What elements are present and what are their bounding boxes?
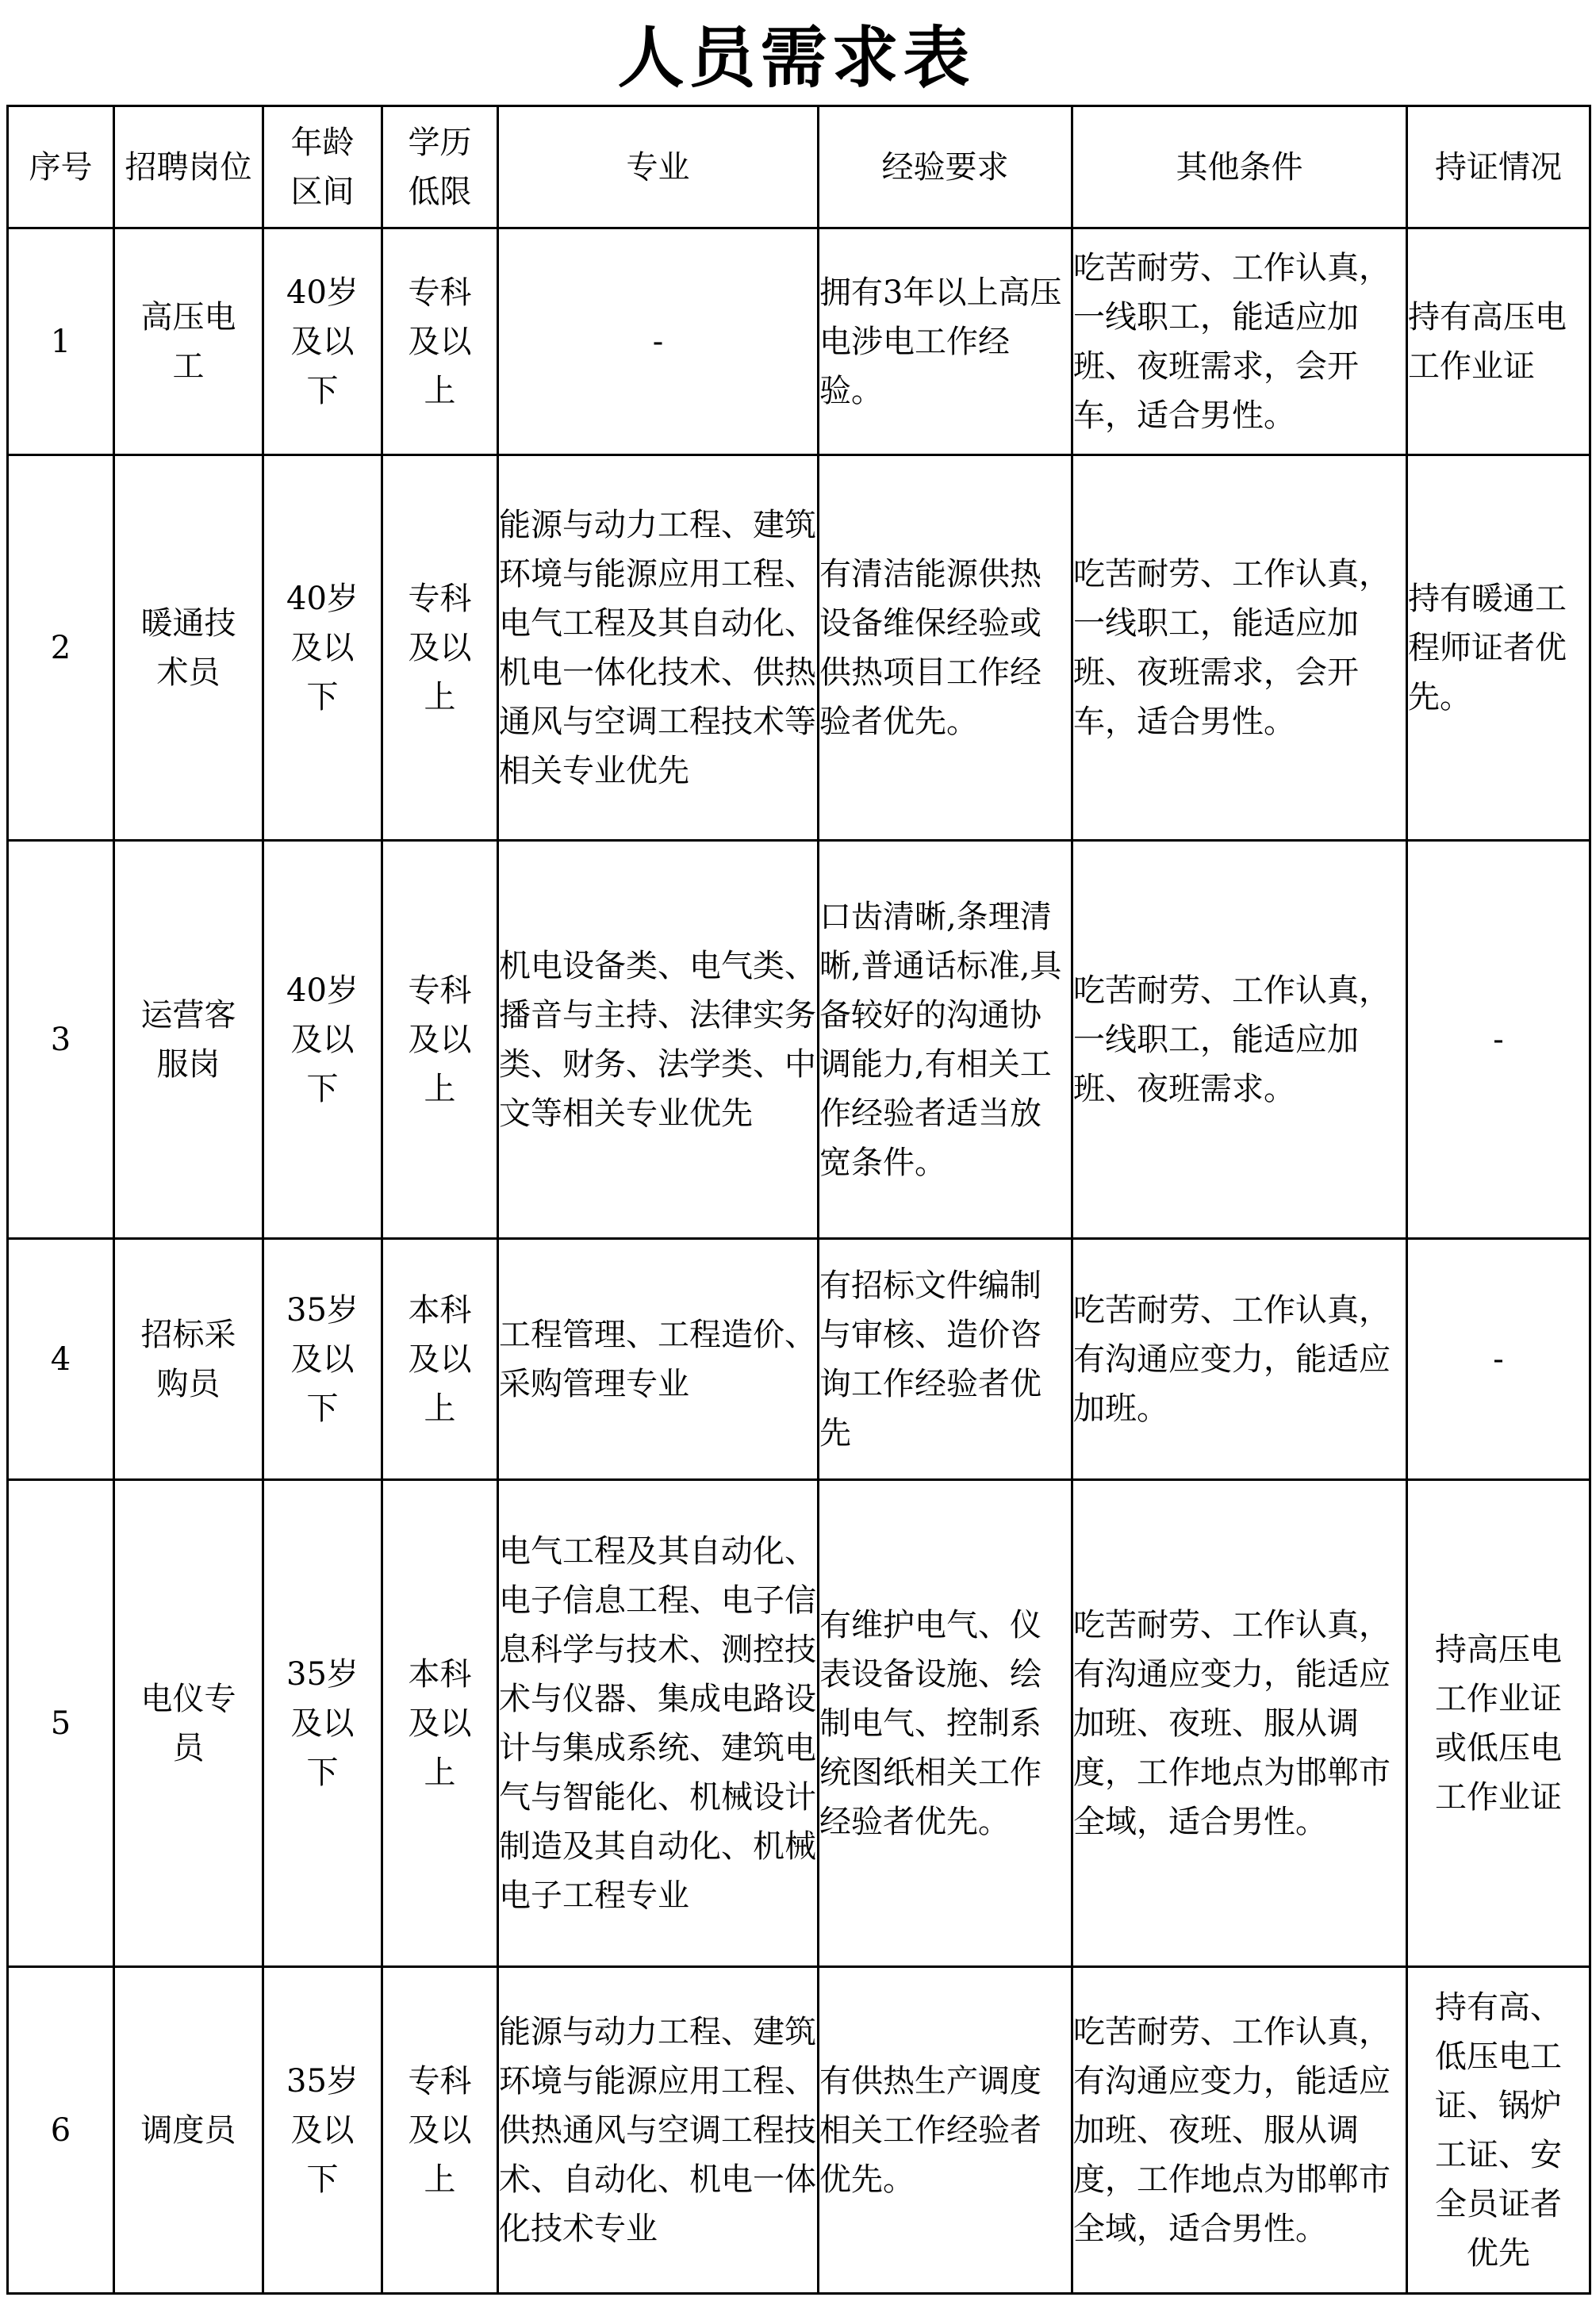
cell-position <box>114 1967 263 2294</box>
cell-experience: 有清洁能源供热设备维保经验或供热项目工作经验者优先。 <box>819 455 1072 841</box>
cell-position <box>114 1239 263 1480</box>
cell-index: 6 <box>8 1967 114 2294</box>
cell-position <box>114 841 263 1239</box>
cell-major: - <box>498 228 819 455</box>
header-age <box>263 106 382 228</box>
header-position-text: 招聘岗位 <box>125 148 252 186</box>
table-row <box>8 1239 1590 1480</box>
cell-position-text: 电仪专员 <box>140 1680 236 1766</box>
cell-age-text: 40岁及以下 <box>286 274 359 409</box>
table-row <box>8 228 1590 455</box>
header-position <box>114 106 263 228</box>
cell-certificate-text: 持高压电工作业证或低压电工作业证 <box>1435 1631 1562 1816</box>
cell-education <box>382 455 498 841</box>
header-certificate: 持证情况 <box>1407 106 1590 228</box>
cell-other: 吃苦耐劳、工作认真，一线职工，能适应加班、夜班需求，会开车，适合男性。 <box>1072 455 1407 841</box>
header-education-text: 学历低限 <box>408 124 472 210</box>
cell-education <box>382 228 498 455</box>
cell-other: 吃苦耐劳、工作认真，有沟通应变力，能适应加班、夜班、服从调度，工作地点为邯郸市全域，适合男性。 <box>1072 1967 1407 2294</box>
cell-index: 1 <box>8 228 114 455</box>
table-row <box>8 455 1590 841</box>
cell-other: 吃苦耐劳、工作认真，有沟通应变力，能适应加班、夜班、服从调度，工作地点为邯郸市全域，适合男性。 <box>1072 1480 1407 1967</box>
cell-certificate: 持有高压电工作业证 <box>1407 228 1590 455</box>
header-education <box>382 106 498 228</box>
cell-position-text: 运营客服岗 <box>140 996 236 1083</box>
header-experience: 经验要求 <box>819 106 1072 228</box>
cell-position-text: 暖通技术员 <box>140 604 236 691</box>
header-age-text: 年龄区间 <box>290 124 355 210</box>
table-row <box>8 841 1590 1239</box>
cell-age-text: 35岁及以下 <box>286 1291 359 1427</box>
cell-position-text: 招标采购员 <box>140 1316 236 1402</box>
cell-position-text: 调度员 <box>140 2111 236 2149</box>
cell-major: 机电设备类、电气类、播音与主持、法律实务类、财务、法学类、中文等相关专业优先 <box>498 841 819 1239</box>
cell-certificate <box>1407 1480 1590 1967</box>
cell-index: 2 <box>8 455 114 841</box>
cell-certificate: - <box>1407 841 1590 1239</box>
cell-position <box>114 1480 263 1967</box>
cell-age <box>263 228 382 455</box>
cell-major: 能源与动力工程、建筑环境与能源应用工程、供热通风与空调工程技术、自动化、机电一体化技术专业 <box>498 1967 819 2294</box>
header-major: 专业 <box>498 106 819 228</box>
cell-age <box>263 1480 382 1967</box>
cell-education <box>382 841 498 1239</box>
cell-age <box>263 841 382 1239</box>
cell-experience: 口齿清晰,条理清晰,普通话标准,具备较好的沟通协调能力,有相关工作经验者适当放宽条件。 <box>819 841 1072 1239</box>
cell-education-text: 本科及以上 <box>408 1655 472 1791</box>
cell-education-text: 专科及以上 <box>408 972 472 1107</box>
header-index: 序号 <box>8 106 114 228</box>
cell-position <box>114 455 263 841</box>
cell-experience: 拥有3年以上高压电涉电工作经验。 <box>819 228 1072 455</box>
cell-experience: 有招标文件编制与审核、造价咨询工作经验者优先 <box>819 1239 1072 1480</box>
cell-certificate: 持有暖通工程师证者优先。 <box>1407 455 1590 841</box>
cell-age-text: 40岁及以下 <box>286 972 359 1107</box>
cell-major: 能源与动力工程、建筑环境与能源应用工程、电气工程及其自动化、机电一体化技术、供热通风与空调工程技术等相关专业优先 <box>498 455 819 841</box>
cell-major: 电气工程及其自动化、电子信息工程、电子信息科学与技术、测控技术与仪器、集成电路设计与集成系统、建筑电气与智能化、机械设计制造及其自动化、机械电子工程专业 <box>498 1480 819 1967</box>
requirements-table <box>6 105 1591 2295</box>
cell-age <box>263 1239 382 1480</box>
cell-education-text: 专科及以上 <box>408 580 472 715</box>
cell-certificate <box>1407 1967 1590 2294</box>
cell-education <box>382 1967 498 2294</box>
cell-age-text: 35岁及以下 <box>286 1655 359 1791</box>
table-row <box>8 1967 1590 2294</box>
cell-other: 吃苦耐劳、工作认真，一线职工，能适应加班、夜班需求，会开车，适合男性。 <box>1072 228 1407 455</box>
cell-age <box>263 1967 382 2294</box>
header-other: 其他条件 <box>1072 106 1407 228</box>
cell-education <box>382 1480 498 1967</box>
cell-index: 5 <box>8 1480 114 1967</box>
cell-other: 吃苦耐劳、工作认真，一线职工，能适应加班、夜班需求。 <box>1072 841 1407 1239</box>
cell-age-text: 35岁及以下 <box>286 2062 359 2198</box>
cell-education-text: 专科及以上 <box>408 2062 472 2198</box>
cell-experience: 有供热生产调度相关工作经验者优先。 <box>819 1967 1072 2294</box>
cell-experience: 有维护电气、仪表设备设施、绘制电气、控制系统图纸相关工作经验者优先。 <box>819 1480 1072 1967</box>
cell-education-text: 专科及以上 <box>408 274 472 409</box>
cell-position-text: 高压电工 <box>140 298 236 385</box>
header-row <box>8 106 1590 228</box>
cell-education <box>382 1239 498 1480</box>
cell-certificate-text: 持有高、低压电工证、锅炉工证、安全员证者优先 <box>1435 1988 1562 2272</box>
table-row <box>8 1480 1590 1967</box>
cell-other: 吃苦耐劳、工作认真，有沟通应变力，能适应加班。 <box>1072 1239 1407 1480</box>
cell-age <box>263 455 382 841</box>
cell-position <box>114 228 263 455</box>
page-title: 人员需求表 <box>617 19 975 97</box>
cell-age-text: 40岁及以下 <box>286 580 359 715</box>
cell-index: 4 <box>8 1239 114 1480</box>
cell-education-text: 本科及以上 <box>408 1291 472 1427</box>
cell-index: 3 <box>8 841 114 1239</box>
cell-certificate: - <box>1407 1239 1590 1480</box>
cell-major: 工程管理、工程造价、采购管理专业 <box>498 1239 819 1480</box>
